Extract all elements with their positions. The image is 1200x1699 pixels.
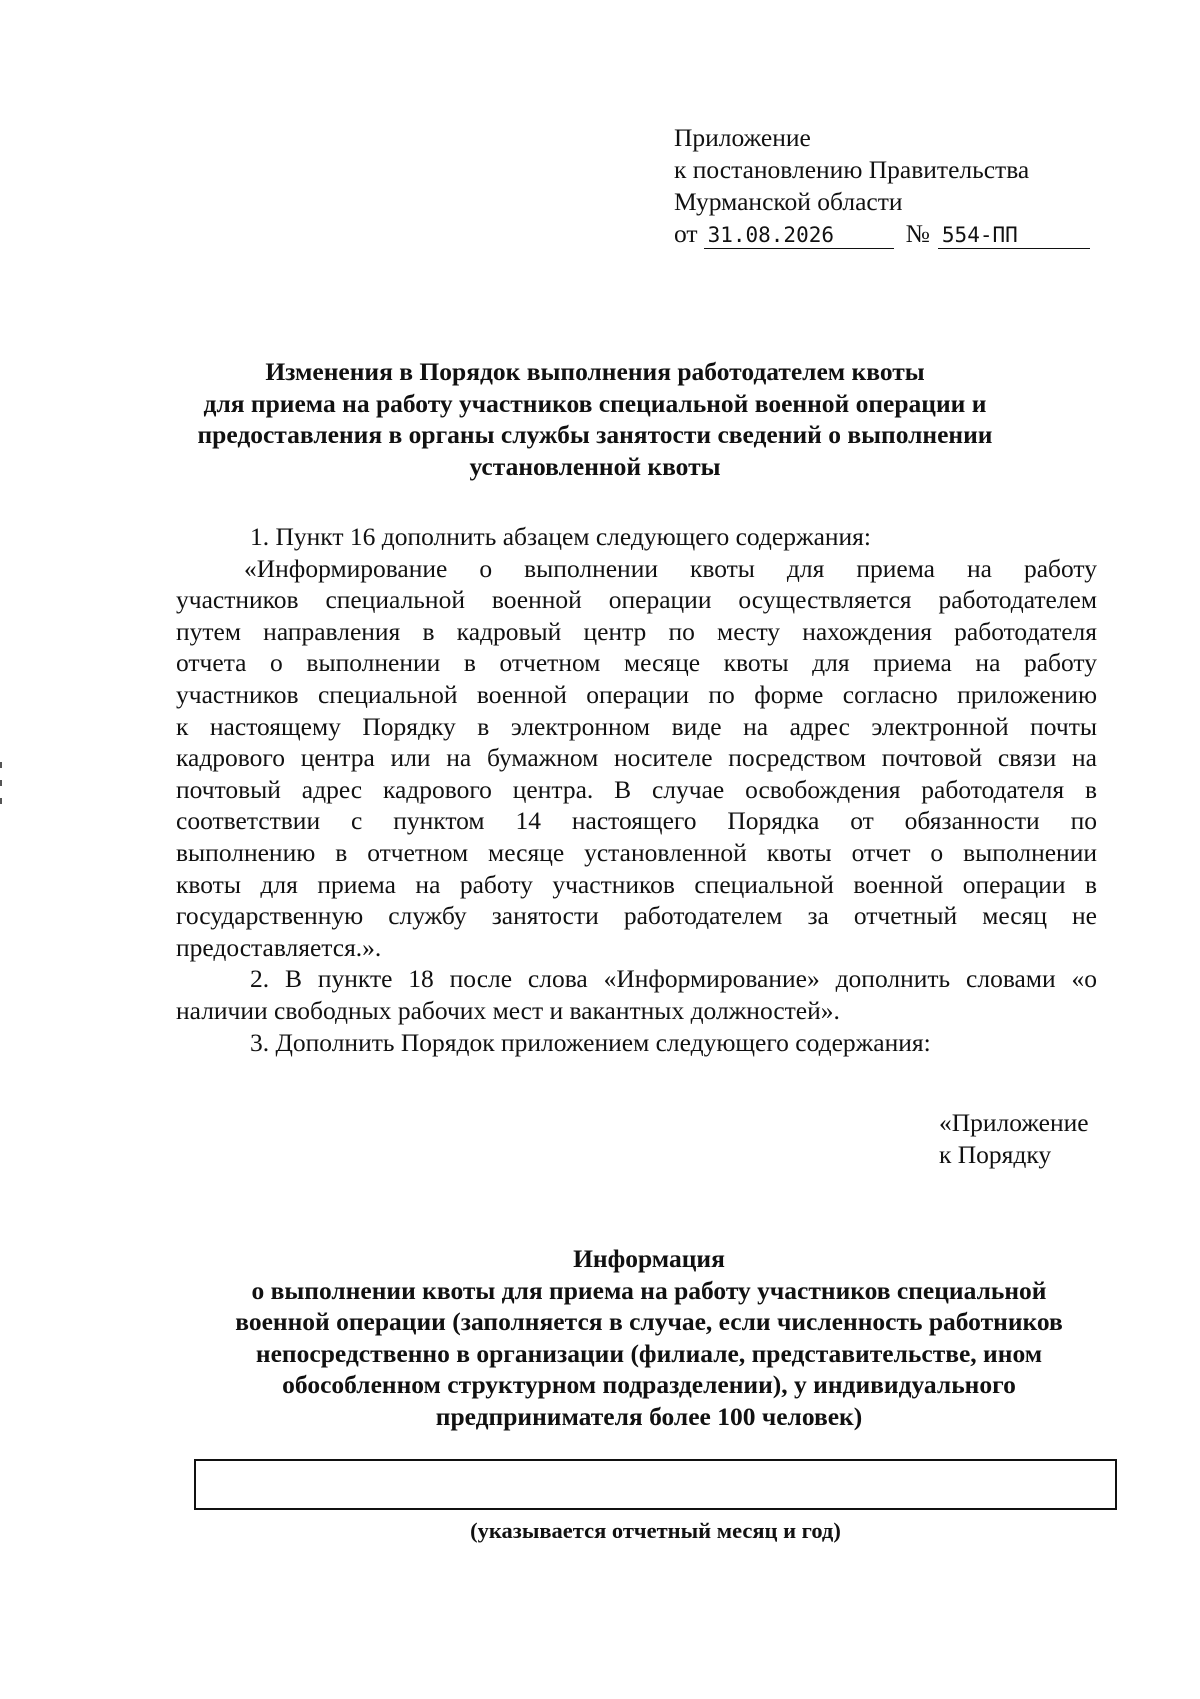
paragraph-3: 3. Дополнить Порядок приложением следующего содержания: <box>250 1027 931 1057</box>
form-title-line: обособленном структурном подразделении), у индивидуального <box>282 1370 1016 1400</box>
number-sign: № <box>905 219 930 248</box>
header-line-2: к постановлению Правительства <box>674 155 1030 184</box>
paragraph-1-lead: 1. Пункт 16 дополнить абзацем следующего содержания: <box>250 522 871 551</box>
form-title-line: о выполнении квоты для приема на работу участников специальной <box>251 1275 1047 1305</box>
form-title <box>150 1243 1148 1433</box>
quote-line: к настоящему Порядку в электронном виде на адрес электронной почты <box>176 711 1097 741</box>
quote-line: почтовый адрес кадрового центра. В случае освобождения работодателя в <box>176 774 1097 804</box>
reporting-period-field[interactable] <box>194 1459 1117 1510</box>
form-title-line: предпринимателя более 100 человек) <box>435 1401 863 1431</box>
form-title-line: Информация <box>573 1244 725 1273</box>
reporting-period-caption: (указывается отчетный месяц и год) <box>470 1518 841 1543</box>
decree-date-number-row <box>674 218 1090 250</box>
paragraph-2-line: наличии свободных рабочих мест и вакантных должностей». <box>176 995 840 1025</box>
quote-line: участников специальной военной операции осуществляется работодателем <box>176 585 1097 615</box>
header-line-1: Приложение <box>674 123 811 152</box>
header-line-3: Мурманской области <box>674 187 903 216</box>
quote-line: отчета о выполнении в отчетном месяце квоты для приема на работу <box>176 648 1097 678</box>
paragraph-2-line: 2. В пункте 18 после слова «Информирование» дополнить словами «о <box>250 964 1097 994</box>
quote-line: предоставляется.». <box>176 932 382 962</box>
quote-line: соответствии с пунктом 14 настоящего Порядка от обязанности по <box>176 806 1097 836</box>
title-line: предоставления в органы службы занятости сведений о выполнении <box>197 420 993 449</box>
document-body <box>176 521 1097 1058</box>
quote-line: квоты для приема на работу участников специальной военной операции в <box>176 869 1097 899</box>
title-line: Изменения в Порядок выполнения работодателем квоты <box>265 357 925 386</box>
quote-line: кадрового центра или на бумажном носителе посредством почтовой связи на <box>176 743 1097 773</box>
attachment-header <box>674 122 1090 250</box>
decree-date: 31.08.2026 <box>704 222 894 249</box>
from-label: от <box>674 219 698 248</box>
decree-number: 554-ПП <box>938 222 1090 249</box>
appendix-line-2: к Порядку <box>939 1140 1052 1169</box>
quote-line: выполнению в отчетном месяце установленной квоты отчет о выполнении <box>176 837 1097 867</box>
appendix-label <box>939 1107 1089 1171</box>
document-title <box>150 356 1040 482</box>
quote-line: участников специальной военной операции по форме согласно приложению <box>176 679 1097 709</box>
appendix-line-1: «Приложение <box>939 1108 1089 1137</box>
title-line: для приема на работу участников специальной военной операции и <box>203 388 987 418</box>
quote-line: «Информирование о выполнении квоты для приема на работу <box>244 553 1097 583</box>
quote-line: путем направления в кадровый центр по месту нахождения работодателя <box>176 616 1097 646</box>
form-title-line: военной операции (заполняется в случае, если численность работников <box>235 1307 1063 1337</box>
scan-margin-marks <box>0 762 3 812</box>
quote-line: государственную службу занятости работодателем за отчетный месяц не <box>176 901 1097 931</box>
title-line: установленной квоты <box>469 451 721 481</box>
form-title-line: непосредственно в организации (филиале, представительстве, ином <box>255 1338 1043 1368</box>
